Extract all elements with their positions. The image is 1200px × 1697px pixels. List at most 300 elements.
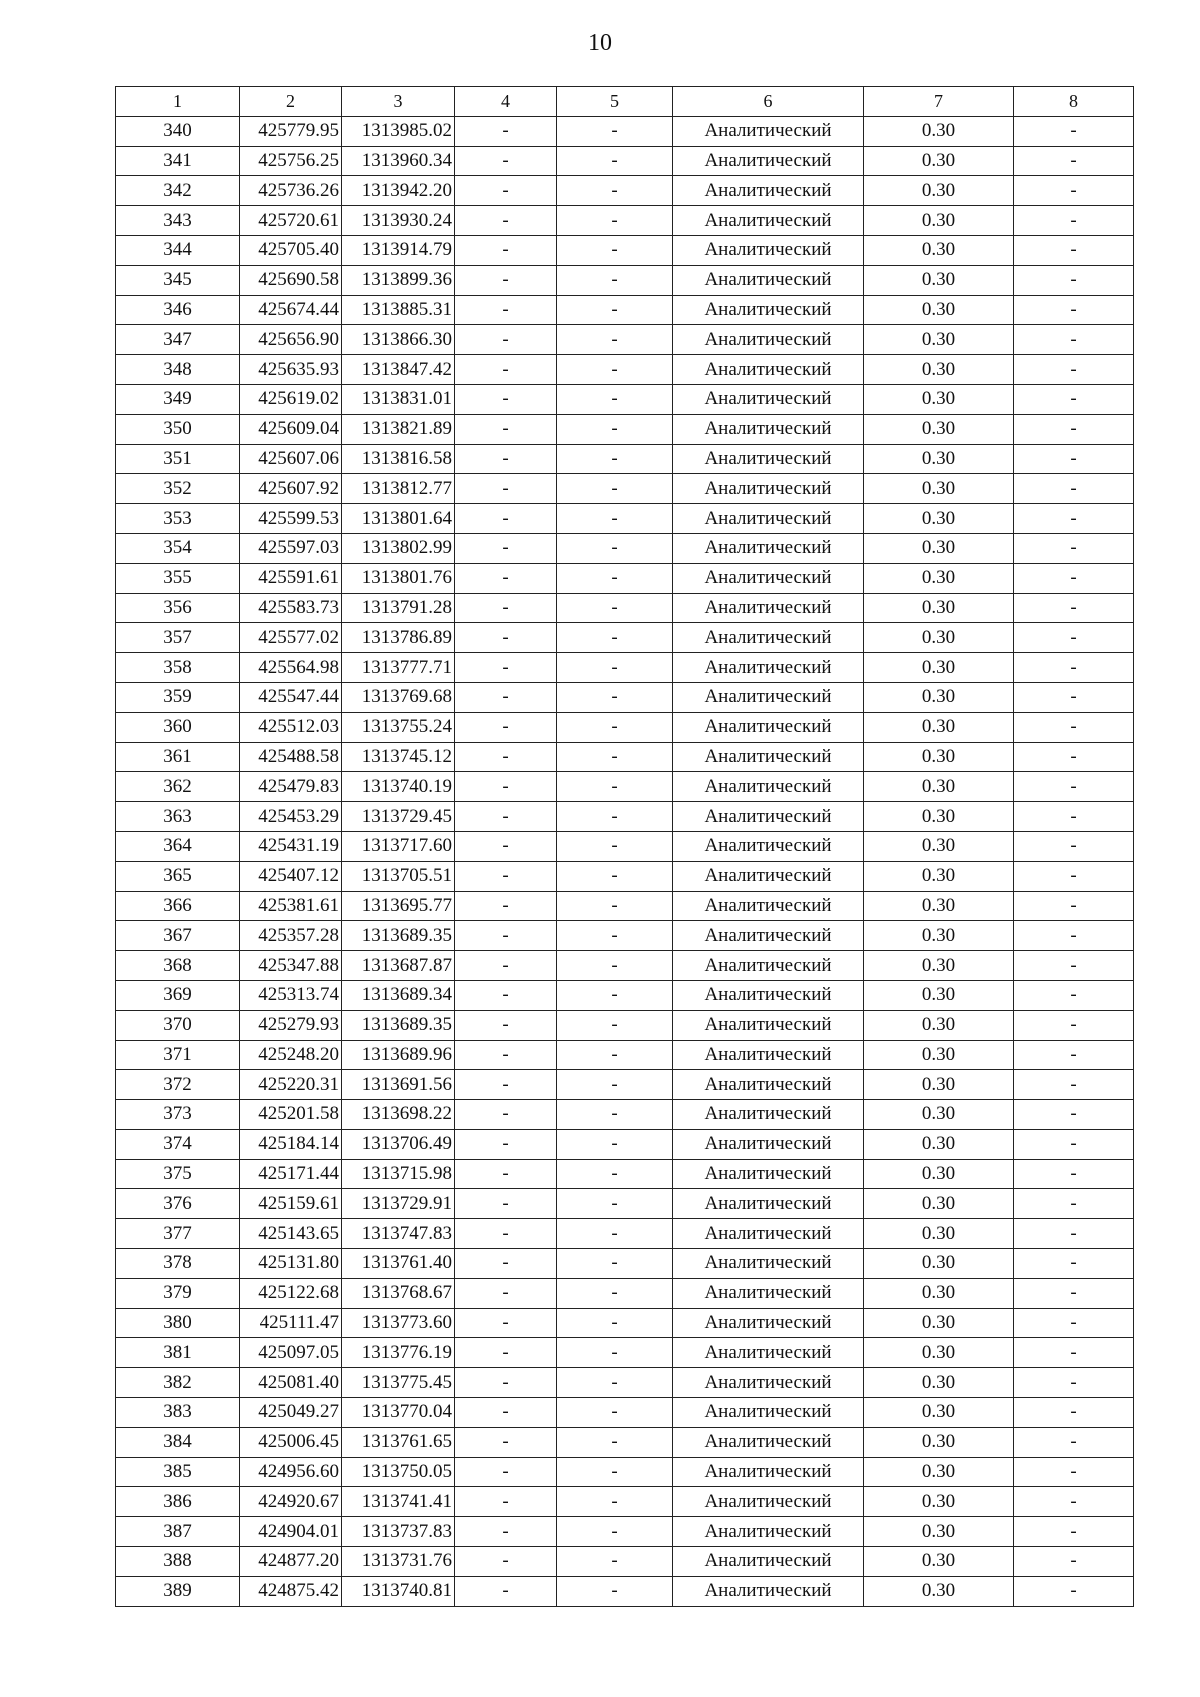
column-5-cell: - (557, 474, 673, 504)
accuracy-cell: 0.30 (864, 623, 1014, 653)
column-5-cell: - (557, 712, 673, 742)
column-4-cell: - (455, 1308, 557, 1338)
accuracy-cell: 0.30 (864, 1219, 1014, 1249)
column-8-cell: - (1014, 1129, 1134, 1159)
table-row (116, 504, 1134, 534)
column-5-cell: - (557, 355, 673, 385)
accuracy-cell: 0.30 (864, 1308, 1014, 1338)
table-row (116, 623, 1134, 653)
method-cell: Аналитический (673, 384, 864, 414)
y-coordinate-cell: 1313691.56 (342, 1070, 455, 1100)
column-5-cell: - (557, 1189, 673, 1219)
method-cell: Аналитический (673, 831, 864, 861)
x-coordinate-cell: 425407.12 (240, 861, 342, 891)
column-4-cell: - (455, 1070, 557, 1100)
column-4-cell: - (455, 325, 557, 355)
y-coordinate-cell: 1313689.34 (342, 980, 455, 1010)
column-8-cell: - (1014, 623, 1134, 653)
accuracy-cell: 0.30 (864, 444, 1014, 474)
point-number-cell: 368 (116, 951, 240, 981)
table-row (116, 1129, 1134, 1159)
column-8-cell: - (1014, 235, 1134, 265)
y-coordinate-cell: 1313689.96 (342, 1040, 455, 1070)
accuracy-cell: 0.30 (864, 504, 1014, 534)
accuracy-cell: 0.30 (864, 1249, 1014, 1279)
column-8-cell: - (1014, 772, 1134, 802)
y-coordinate-cell: 1313731.76 (342, 1547, 455, 1577)
table-row (116, 1338, 1134, 1368)
y-coordinate-cell: 1313741.41 (342, 1487, 455, 1517)
y-coordinate-cell: 1313930.24 (342, 206, 455, 236)
y-coordinate-cell: 1313740.81 (342, 1576, 455, 1606)
column-5-cell: - (557, 1487, 673, 1517)
column-4-cell: - (455, 444, 557, 474)
x-coordinate-cell: 425248.20 (240, 1040, 342, 1070)
table-row (116, 1010, 1134, 1040)
point-number-cell: 369 (116, 980, 240, 1010)
method-cell: Аналитический (673, 474, 864, 504)
column-4-cell: - (455, 951, 557, 981)
point-number-cell: 352 (116, 474, 240, 504)
column-4-cell: - (455, 1517, 557, 1547)
point-number-cell: 356 (116, 593, 240, 623)
column-8-cell: - (1014, 653, 1134, 683)
column-4-cell: - (455, 265, 557, 295)
column-4-cell: - (455, 861, 557, 891)
x-coordinate-cell: 425564.98 (240, 653, 342, 683)
method-cell: Аналитический (673, 1189, 864, 1219)
method-cell: Аналитический (673, 1159, 864, 1189)
y-coordinate-cell: 1313831.01 (342, 384, 455, 414)
column-5-cell: - (557, 1129, 673, 1159)
column-8-cell: - (1014, 474, 1134, 504)
column-4-cell: - (455, 1427, 557, 1457)
method-cell: Аналитический (673, 1457, 864, 1487)
y-coordinate-cell: 1313773.60 (342, 1308, 455, 1338)
table-row (116, 444, 1134, 474)
column-5-cell: - (557, 533, 673, 563)
x-coordinate-cell: 424877.20 (240, 1547, 342, 1577)
table-row (116, 1189, 1134, 1219)
method-cell: Аналитический (673, 1070, 864, 1100)
column-5-cell: - (557, 176, 673, 206)
accuracy-cell: 0.30 (864, 355, 1014, 385)
table-row (116, 235, 1134, 265)
point-number-cell: 384 (116, 1427, 240, 1457)
column-5-cell: - (557, 1010, 673, 1040)
column-8-cell: - (1014, 1338, 1134, 1368)
column-8-cell: - (1014, 802, 1134, 832)
accuracy-cell: 0.30 (864, 891, 1014, 921)
column-5-cell: - (557, 593, 673, 623)
table-row (116, 1219, 1134, 1249)
column-header-8: 8 (1014, 87, 1134, 117)
y-coordinate-cell: 1313706.49 (342, 1129, 455, 1159)
table-row (116, 1427, 1134, 1457)
point-number-cell: 340 (116, 116, 240, 146)
column-header-2: 2 (240, 87, 342, 117)
table-row (116, 265, 1134, 295)
accuracy-cell: 0.30 (864, 116, 1014, 146)
column-4-cell: - (455, 1129, 557, 1159)
y-coordinate-cell: 1313715.98 (342, 1159, 455, 1189)
y-coordinate-cell: 1313899.36 (342, 265, 455, 295)
column-8-cell: - (1014, 861, 1134, 891)
column-5-cell: - (557, 772, 673, 802)
y-coordinate-cell: 1313698.22 (342, 1100, 455, 1130)
method-cell: Аналитический (673, 802, 864, 832)
y-coordinate-cell: 1313801.76 (342, 563, 455, 593)
accuracy-cell: 0.30 (864, 831, 1014, 861)
y-coordinate-cell: 1313786.89 (342, 623, 455, 653)
method-cell: Аналитический (673, 1040, 864, 1070)
x-coordinate-cell: 425577.02 (240, 623, 342, 653)
column-header-4: 4 (455, 87, 557, 117)
column-8-cell: - (1014, 1159, 1134, 1189)
accuracy-cell: 0.30 (864, 414, 1014, 444)
column-8-cell: - (1014, 1398, 1134, 1428)
point-number-cell: 385 (116, 1457, 240, 1487)
x-coordinate-cell: 425347.88 (240, 951, 342, 981)
column-4-cell: - (455, 831, 557, 861)
point-number-cell: 380 (116, 1308, 240, 1338)
y-coordinate-cell: 1313717.60 (342, 831, 455, 861)
point-number-cell: 363 (116, 802, 240, 832)
column-8-cell: - (1014, 1010, 1134, 1040)
method-cell: Аналитический (673, 1427, 864, 1457)
y-coordinate-cell: 1313816.58 (342, 444, 455, 474)
accuracy-cell: 0.30 (864, 235, 1014, 265)
method-cell: Аналитический (673, 355, 864, 385)
method-cell: Аналитический (673, 235, 864, 265)
y-coordinate-cell: 1313687.87 (342, 951, 455, 981)
column-5-cell: - (557, 1398, 673, 1428)
column-5-cell: - (557, 1278, 673, 1308)
column-4-cell: - (455, 563, 557, 593)
column-8-cell: - (1014, 1487, 1134, 1517)
method-cell: Аналитический (673, 1487, 864, 1517)
accuracy-cell: 0.30 (864, 265, 1014, 295)
column-header-1: 1 (116, 87, 240, 117)
y-coordinate-cell: 1313960.34 (342, 146, 455, 176)
x-coordinate-cell: 425512.03 (240, 712, 342, 742)
accuracy-cell: 0.30 (864, 1457, 1014, 1487)
x-coordinate-cell: 425599.53 (240, 504, 342, 534)
table-row (116, 563, 1134, 593)
x-coordinate-cell: 425049.27 (240, 1398, 342, 1428)
column-5-cell: - (557, 146, 673, 176)
point-number-cell: 371 (116, 1040, 240, 1070)
y-coordinate-cell: 1313750.05 (342, 1457, 455, 1487)
column-5-cell: - (557, 682, 673, 712)
method-cell: Аналитический (673, 295, 864, 325)
table-header (116, 87, 1134, 117)
column-8-cell: - (1014, 1457, 1134, 1487)
x-coordinate-cell: 425159.61 (240, 1189, 342, 1219)
method-cell: Аналитический (673, 951, 864, 981)
column-8-cell: - (1014, 295, 1134, 325)
column-4-cell: - (455, 1100, 557, 1130)
table-row (116, 1487, 1134, 1517)
column-8-cell: - (1014, 414, 1134, 444)
table-row (116, 176, 1134, 206)
column-8-cell: - (1014, 1040, 1134, 1070)
table-row (116, 1308, 1134, 1338)
column-8-cell: - (1014, 1189, 1134, 1219)
accuracy-cell: 0.30 (864, 653, 1014, 683)
column-8-cell: - (1014, 504, 1134, 534)
method-cell: Аналитический (673, 1308, 864, 1338)
point-number-cell: 381 (116, 1338, 240, 1368)
point-number-cell: 355 (116, 563, 240, 593)
x-coordinate-cell: 424875.42 (240, 1576, 342, 1606)
method-cell: Аналитический (673, 1398, 864, 1428)
point-number-cell: 349 (116, 384, 240, 414)
column-4-cell: - (455, 384, 557, 414)
y-coordinate-cell: 1313776.19 (342, 1338, 455, 1368)
point-number-cell: 346 (116, 295, 240, 325)
column-4-cell: - (455, 1040, 557, 1070)
x-coordinate-cell: 425220.31 (240, 1070, 342, 1100)
table-row (116, 1159, 1134, 1189)
column-5-cell: - (557, 1040, 673, 1070)
table-row (116, 682, 1134, 712)
point-number-cell: 361 (116, 742, 240, 772)
point-number-cell: 359 (116, 682, 240, 712)
table-row (116, 831, 1134, 861)
column-8-cell: - (1014, 116, 1134, 146)
column-8-cell: - (1014, 712, 1134, 742)
column-5-cell: - (557, 921, 673, 951)
y-coordinate-cell: 1313777.71 (342, 653, 455, 683)
accuracy-cell: 0.30 (864, 533, 1014, 563)
table-row (116, 146, 1134, 176)
coordinates-table (115, 86, 1134, 1607)
table-row (116, 295, 1134, 325)
method-cell: Аналитический (673, 504, 864, 534)
column-4-cell: - (455, 921, 557, 951)
table-row (116, 1368, 1134, 1398)
y-coordinate-cell: 1313747.83 (342, 1219, 455, 1249)
column-5-cell: - (557, 325, 673, 355)
column-4-cell: - (455, 593, 557, 623)
accuracy-cell: 0.30 (864, 772, 1014, 802)
x-coordinate-cell: 425597.03 (240, 533, 342, 563)
x-coordinate-cell: 425720.61 (240, 206, 342, 236)
x-coordinate-cell: 425583.73 (240, 593, 342, 623)
column-4-cell: - (455, 504, 557, 534)
method-cell: Аналитический (673, 1129, 864, 1159)
accuracy-cell: 0.30 (864, 474, 1014, 504)
method-cell: Аналитический (673, 1576, 864, 1606)
method-cell: Аналитический (673, 563, 864, 593)
accuracy-cell: 0.30 (864, 1100, 1014, 1130)
accuracy-cell: 0.30 (864, 206, 1014, 236)
column-4-cell: - (455, 1189, 557, 1219)
point-number-cell: 354 (116, 533, 240, 563)
y-coordinate-cell: 1313729.91 (342, 1189, 455, 1219)
method-cell: Аналитический (673, 921, 864, 951)
column-8-cell: - (1014, 533, 1134, 563)
column-5-cell: - (557, 206, 673, 236)
column-4-cell: - (455, 1398, 557, 1428)
x-coordinate-cell: 425479.83 (240, 772, 342, 802)
table-row (116, 1576, 1134, 1606)
table-row (116, 533, 1134, 563)
x-coordinate-cell: 425431.19 (240, 831, 342, 861)
table-row (116, 772, 1134, 802)
method-cell: Аналитический (673, 980, 864, 1010)
table-row (116, 742, 1134, 772)
accuracy-cell: 0.30 (864, 1189, 1014, 1219)
x-coordinate-cell: 425619.02 (240, 384, 342, 414)
column-5-cell: - (557, 265, 673, 295)
x-coordinate-cell: 424956.60 (240, 1457, 342, 1487)
column-5-cell: - (557, 1547, 673, 1577)
accuracy-cell: 0.30 (864, 325, 1014, 355)
x-coordinate-cell: 425779.95 (240, 116, 342, 146)
method-cell: Аналитический (673, 533, 864, 563)
accuracy-cell: 0.30 (864, 176, 1014, 206)
y-coordinate-cell: 1313761.40 (342, 1249, 455, 1279)
column-4-cell: - (455, 980, 557, 1010)
y-coordinate-cell: 1313942.20 (342, 176, 455, 206)
x-coordinate-cell: 425201.58 (240, 1100, 342, 1130)
column-header-7: 7 (864, 87, 1014, 117)
y-coordinate-cell: 1313689.35 (342, 921, 455, 951)
point-number-cell: 370 (116, 1010, 240, 1040)
x-coordinate-cell: 425279.93 (240, 1010, 342, 1040)
column-8-cell: - (1014, 1219, 1134, 1249)
column-8-cell: - (1014, 682, 1134, 712)
column-4-cell: - (455, 474, 557, 504)
accuracy-cell: 0.30 (864, 593, 1014, 623)
column-4-cell: - (455, 653, 557, 683)
y-coordinate-cell: 1313802.99 (342, 533, 455, 563)
point-number-cell: 347 (116, 325, 240, 355)
point-number-cell: 378 (116, 1249, 240, 1279)
column-5-cell: - (557, 623, 673, 653)
column-5-cell: - (557, 1427, 673, 1457)
x-coordinate-cell: 425690.58 (240, 265, 342, 295)
column-5-cell: - (557, 742, 673, 772)
column-5-cell: - (557, 444, 673, 474)
x-coordinate-cell: 425131.80 (240, 1249, 342, 1279)
x-coordinate-cell: 425736.26 (240, 176, 342, 206)
accuracy-cell: 0.30 (864, 921, 1014, 951)
x-coordinate-cell: 424904.01 (240, 1517, 342, 1547)
column-8-cell: - (1014, 1278, 1134, 1308)
method-cell: Аналитический (673, 1249, 864, 1279)
method-cell: Аналитический (673, 623, 864, 653)
accuracy-cell: 0.30 (864, 1159, 1014, 1189)
table-row (116, 861, 1134, 891)
y-coordinate-cell: 1313885.31 (342, 295, 455, 325)
x-coordinate-cell: 425184.14 (240, 1129, 342, 1159)
y-coordinate-cell: 1313705.51 (342, 861, 455, 891)
accuracy-cell: 0.30 (864, 1398, 1014, 1428)
point-number-cell: 357 (116, 623, 240, 653)
point-number-cell: 367 (116, 921, 240, 951)
column-5-cell: - (557, 891, 673, 921)
table-row (116, 980, 1134, 1010)
column-4-cell: - (455, 1010, 557, 1040)
x-coordinate-cell: 425171.44 (240, 1159, 342, 1189)
point-number-cell: 345 (116, 265, 240, 295)
x-coordinate-cell: 425547.44 (240, 682, 342, 712)
accuracy-cell: 0.30 (864, 802, 1014, 832)
method-cell: Аналитический (673, 653, 864, 683)
method-cell: Аналитический (673, 1010, 864, 1040)
y-coordinate-cell: 1313761.65 (342, 1427, 455, 1457)
point-number-cell: 364 (116, 831, 240, 861)
x-coordinate-cell: 425143.65 (240, 1219, 342, 1249)
column-8-cell: - (1014, 563, 1134, 593)
y-coordinate-cell: 1313755.24 (342, 712, 455, 742)
column-5-cell: - (557, 235, 673, 265)
accuracy-cell: 0.30 (864, 146, 1014, 176)
x-coordinate-cell: 425111.47 (240, 1308, 342, 1338)
table-row (116, 325, 1134, 355)
column-4-cell: - (455, 1278, 557, 1308)
point-number-cell: 344 (116, 235, 240, 265)
x-coordinate-cell: 425591.61 (240, 563, 342, 593)
table-row (116, 1278, 1134, 1308)
y-coordinate-cell: 1313985.02 (342, 116, 455, 146)
y-coordinate-cell: 1313695.77 (342, 891, 455, 921)
column-5-cell: - (557, 1457, 673, 1487)
column-4-cell: - (455, 1338, 557, 1368)
column-5-cell: - (557, 861, 673, 891)
point-number-cell: 379 (116, 1278, 240, 1308)
y-coordinate-cell: 1313812.77 (342, 474, 455, 504)
method-cell: Аналитический (673, 1338, 864, 1368)
column-4-cell: - (455, 414, 557, 444)
x-coordinate-cell: 425705.40 (240, 235, 342, 265)
column-4-cell: - (455, 295, 557, 325)
accuracy-cell: 0.30 (864, 1547, 1014, 1577)
column-8-cell: - (1014, 742, 1134, 772)
column-4-cell: - (455, 1368, 557, 1398)
table-row (116, 593, 1134, 623)
accuracy-cell: 0.30 (864, 1427, 1014, 1457)
column-8-cell: - (1014, 1100, 1134, 1130)
page-number: 10 (588, 30, 612, 56)
table-row (116, 1457, 1134, 1487)
column-8-cell: - (1014, 1576, 1134, 1606)
column-4-cell: - (455, 772, 557, 802)
accuracy-cell: 0.30 (864, 742, 1014, 772)
accuracy-cell: 0.30 (864, 1278, 1014, 1308)
column-5-cell: - (557, 653, 673, 683)
table-row (116, 1040, 1134, 1070)
point-number-cell: 353 (116, 504, 240, 534)
method-cell: Аналитический (673, 1278, 864, 1308)
method-cell: Аналитический (673, 861, 864, 891)
column-5-cell: - (557, 1308, 673, 1338)
x-coordinate-cell: 425609.04 (240, 414, 342, 444)
column-5-cell: - (557, 951, 673, 981)
column-4-cell: - (455, 891, 557, 921)
column-4-cell: - (455, 802, 557, 832)
point-number-cell: 360 (116, 712, 240, 742)
point-number-cell: 388 (116, 1547, 240, 1577)
method-cell: Аналитический (673, 265, 864, 295)
accuracy-cell: 0.30 (864, 1338, 1014, 1368)
table-row (116, 653, 1134, 683)
column-5-cell: - (557, 116, 673, 146)
y-coordinate-cell: 1313770.04 (342, 1398, 455, 1428)
